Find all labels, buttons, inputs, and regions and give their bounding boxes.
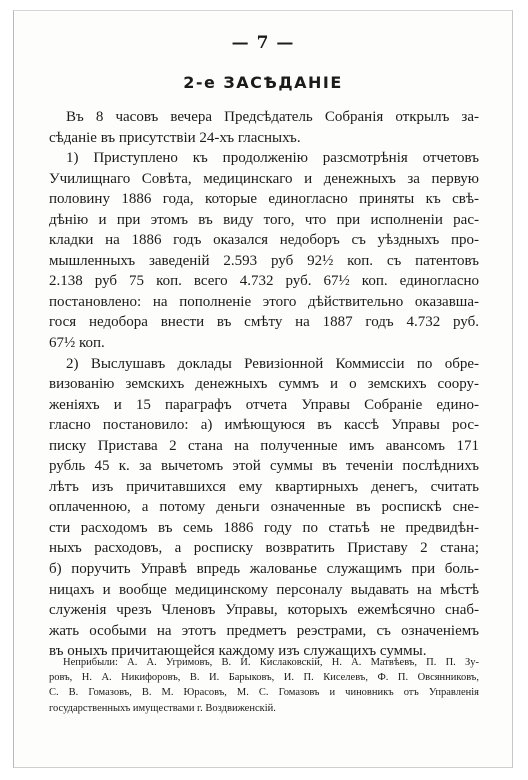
text-line: жать особыми на этотъ предметъ реэстрами, съ означеніемъ xyxy=(49,622,479,639)
text-line: ныхъ расходовъ, а роспиcку возвратить Приставу 2 стана; xyxy=(49,540,479,557)
text-line: гласно постановило: а) имѣющуюся въ кассѣ Управы рос- xyxy=(49,417,479,434)
text-line: 67½ коп. xyxy=(49,335,105,352)
body-text xyxy=(49,107,479,662)
text-line: лѣтъ изъ причитавшихся ему квартирныхъ денегъ, считать xyxy=(49,478,479,495)
text-line: 2) Выслушавъ доклады Ревизіонной Коммиссіи по обре- xyxy=(66,355,479,372)
session-title: 2-е ЗАСѢДАНІЕ xyxy=(183,73,343,92)
text-line: мышленныхъ заведеній 2.593 руб 92½ коп. съ патентовъ xyxy=(49,252,479,269)
text-line: Училищнаго Совѣта, медицинскаго и денежныхъ за первую xyxy=(49,170,479,187)
page-number: — 7 — xyxy=(231,33,295,53)
text-line: сѣданіе въ присутствіи 24-хъ гласныхъ. xyxy=(49,129,301,146)
text-line: писку Пристава 2 стана на полученные имъ авансомъ 171 xyxy=(49,437,479,454)
text-line: половину 1886 года, которые единогласно приняты къ свѣ- xyxy=(49,191,479,208)
footnote-line: ровъ, Н. А. Никифоровъ, В. И. Барыковъ, И. П. Киселевъ, Ф. П. Овсянниковъ, xyxy=(49,672,479,684)
text-line: кладки на 1886 годъ оказался недоборъ съ уѣздныхъ про- xyxy=(49,232,479,249)
text-line: гося недобора внести въ смѣту на 1887 годъ 4.732 руб. xyxy=(49,314,479,331)
text-line: сти расходомъ въ семь 1886 году по статьѣ не предвидѣн- xyxy=(49,519,479,536)
book-page xyxy=(13,10,513,768)
text-line: Въ 8 часовъ вечера Предсѣдатель Собранія открылъ за- xyxy=(66,109,479,125)
footnote-line: С. В. Гомазовъ, В. М. Юрасовъ, М. С. Гомазовъ и чиновникъ отъ Управленія xyxy=(49,687,479,699)
text-line: женіяхъ и 15 параграфъ отчета Управы Собраніе едино- xyxy=(49,396,479,413)
absentees-footnote xyxy=(49,655,479,716)
text-line: ницахъ и вообще медицинскому персоналу выдавать на мѣстѣ xyxy=(49,581,479,598)
text-line: б) поручить Управѣ впредь жалованье служащимъ при боль- xyxy=(49,561,479,578)
text-line: въ оныхъ причитающейся каждому изъ служащихъ суммы. xyxy=(49,643,427,660)
footnote-line: государственныхъ имуществами г. Воздвиженскій. xyxy=(49,702,276,714)
text-line: дѣнію и при этомъ въ виду того, что при исполненіи рас- xyxy=(49,211,479,228)
footnote-line: Неприбыли: А. А. Угримовъ, В. И. Кислаковскій, Н. А. Матвѣевъ, П. П. Зу- xyxy=(63,657,479,668)
text-line: визованію земскихъ денежныхъ суммъ и о земскихъ соору- xyxy=(49,376,479,393)
text-line: рубль 45 к. за вычетомъ этой суммы въ теченіи послѣднихъ xyxy=(49,458,479,475)
text-line: оплаченною, а потому деньги означенные въ роспискѣ сне- xyxy=(49,499,479,516)
text-line: 1) Приступлено къ продолженію разсмотрѣнія отчетовъ xyxy=(66,150,479,167)
text-line: постановлено: на пополненіе этого дѣйствительно оказавша- xyxy=(49,293,479,310)
text-line: служенія чрезъ Членовъ Управы, которыхъ ежемѣсячно снаб- xyxy=(49,602,479,619)
text-line: 2.138 руб 75 коп. всего 4.732 руб. 67½ коп. единогласно xyxy=(49,273,479,290)
